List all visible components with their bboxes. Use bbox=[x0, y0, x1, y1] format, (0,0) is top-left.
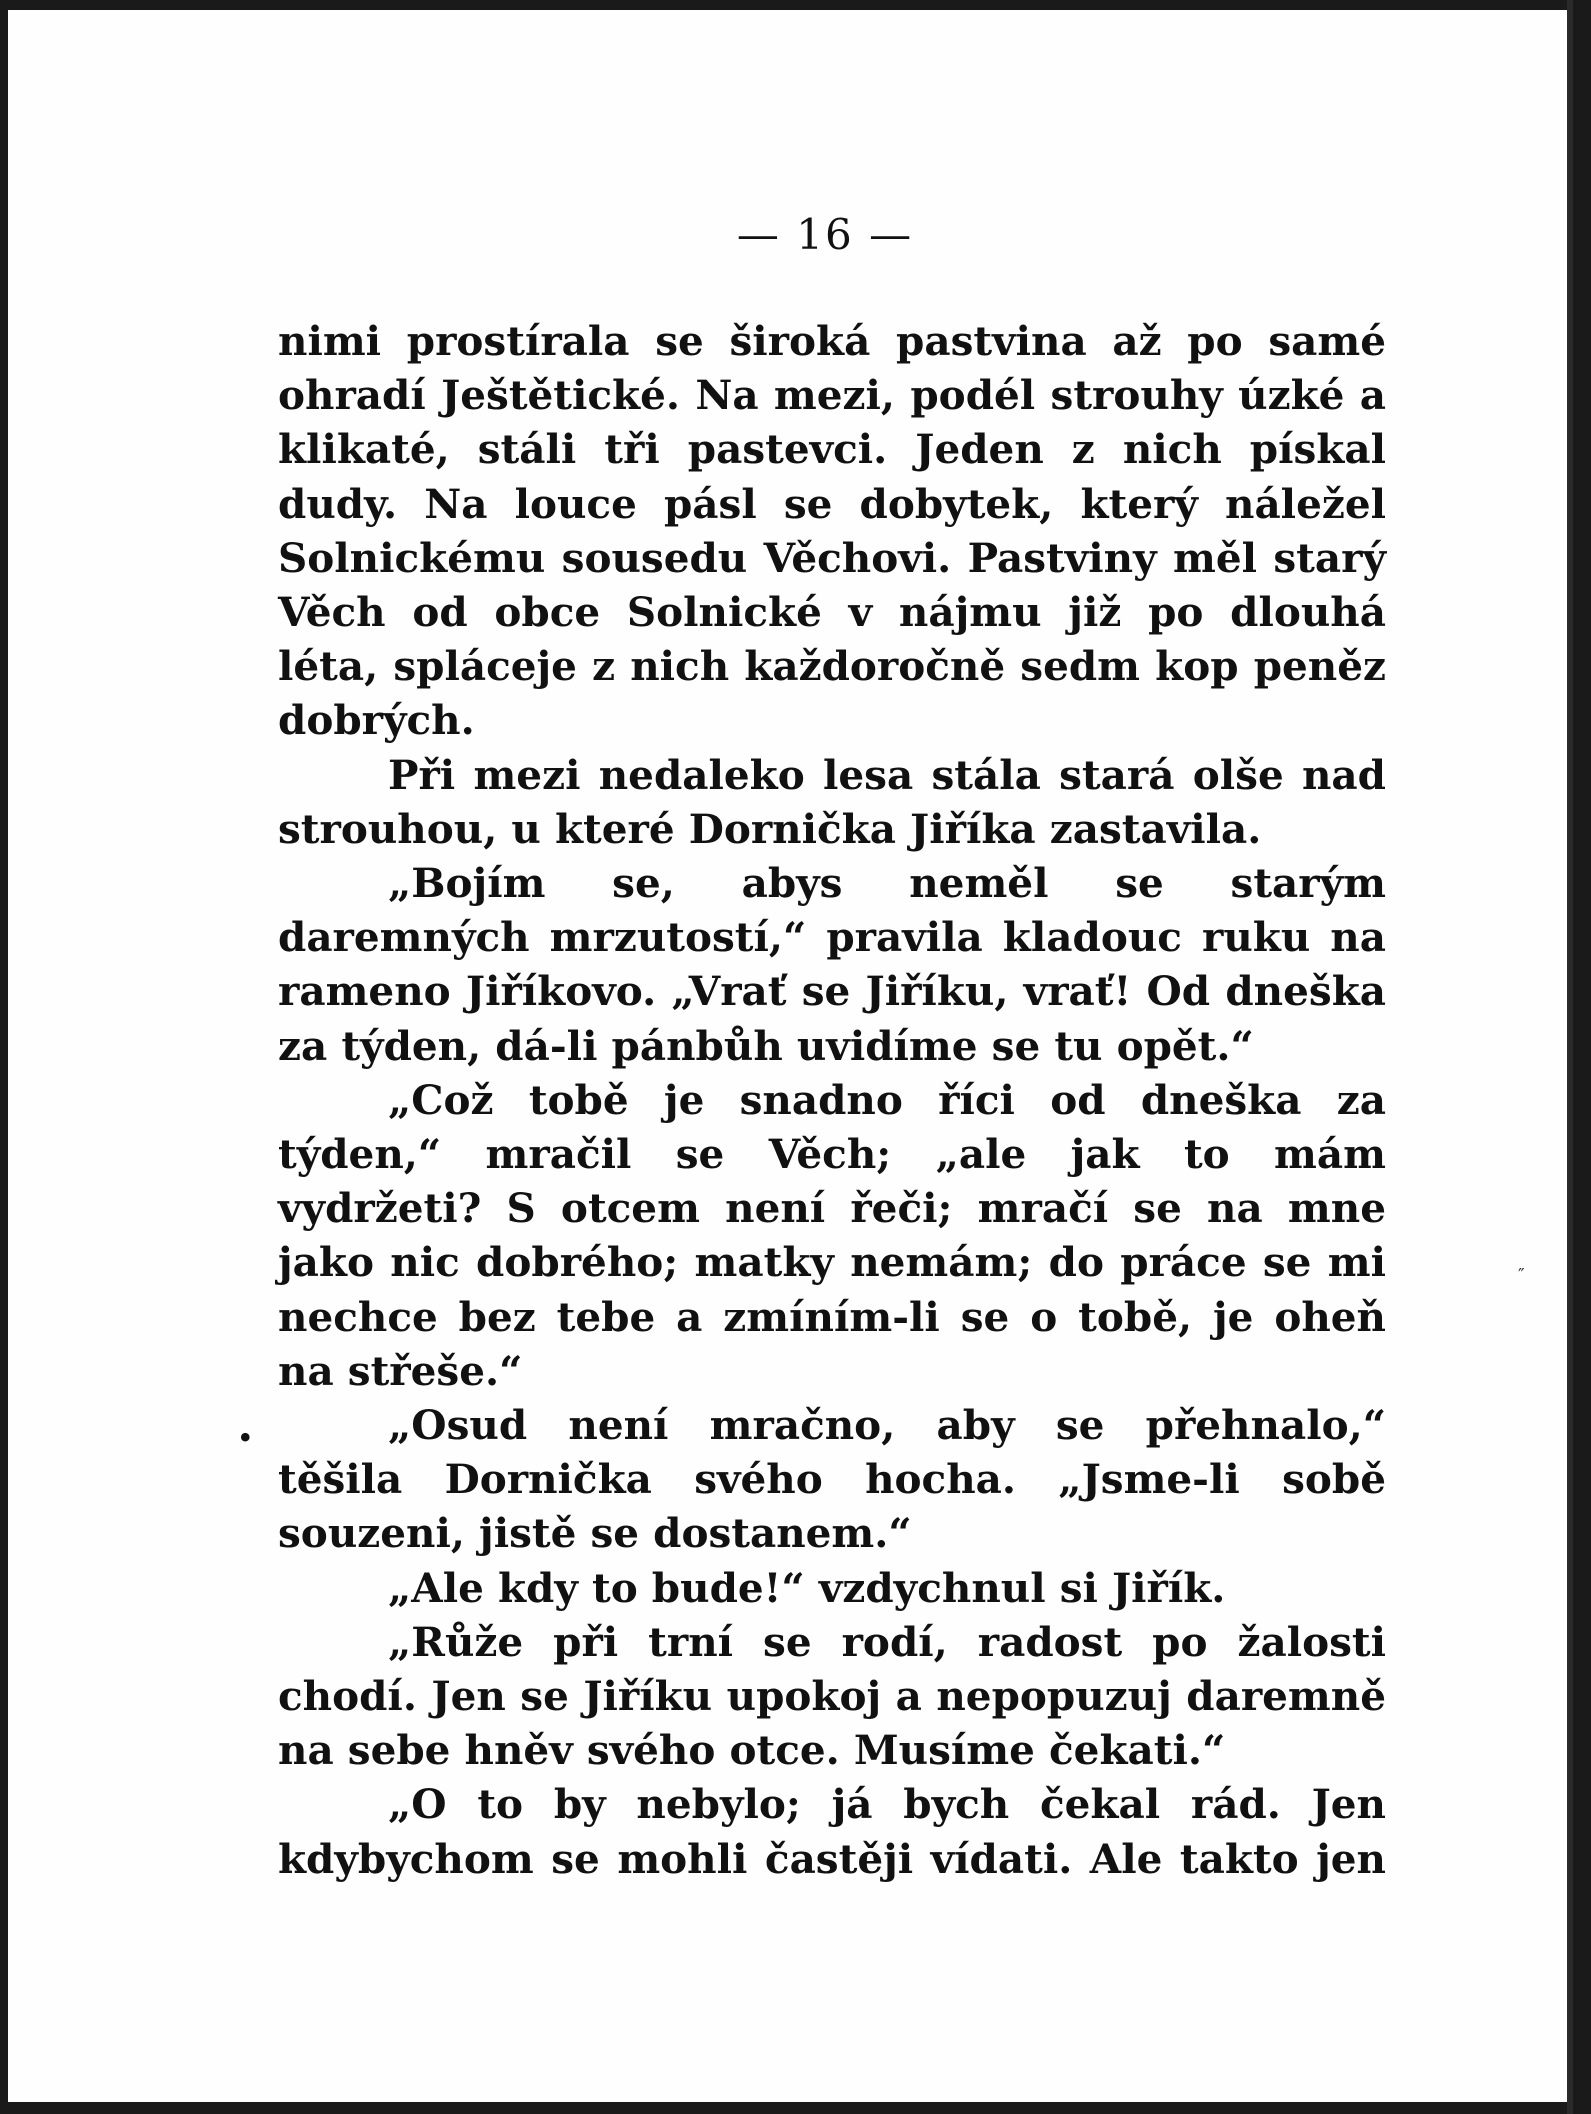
paragraph-4: „Což tobě je snadno říci od dneška za týden,“ mračil se Věch; „ale jak to mám vydržeti? S otcem není řeči; mračí se na mne jako nic dobrého; matky nemám; do práce se mi nechce bez tebe a zmíním-li se o tobě, je oheň na střeše.“ bbox=[278, 1075, 1386, 1395]
paragraph-6: „Ale kdy to bude!“ vzdychnul si Jiřík. bbox=[388, 1563, 1226, 1612]
page-number: — 16 — bbox=[736, 210, 914, 259]
paragraph-7: „Růže při trní se rodí, radost po žalosti chodí. Jen se Jiříku upokoj a nepopuzuj daremně na sebe hněv svého otce. Musíme čekati.“ bbox=[278, 1617, 1386, 1775]
ink-speck-mark: ∙ bbox=[238, 1420, 253, 1453]
paragraph-1: nimi prostírala se široká pastvina až po samé ohradí Ještětické. Na mezi, podél strouhy úzké a klikaté, stáli tři pastevci. Jeden z nich pískal dudy. Na louce pásl se dobytek, který náležel Solnickému sousedu Věchovi. Pastviny měl starý Věch od obce Solnické v nájmu již po dlouhá léta, spláceje z nich každoročně sedm kop peněz dobrých. bbox=[278, 317, 1386, 745]
paragraph-8: „O to by nebylo; já bych čekal rád. Jen kdybychom se mohli častěji vídati. Ale takto jen bbox=[278, 1780, 1386, 1883]
margin-ink-mark: ″ bbox=[1518, 1265, 1525, 1286]
paragraph-2: Při mezi nedaleko lesa stála stará olše nad strouhou, u které Dornička Jiříka zastavila. bbox=[278, 750, 1386, 853]
book-spine-edge bbox=[1567, 0, 1573, 2114]
paragraph-3: „Bojím se, abys neměl se starým daremných mrzutostí,“ pravila kladouc ruku na rameno Jiříkovo. „Vrať se Jiříku, vrať! Od dneška za týden, dá-li pánbůh uvidíme se tu opět.“ bbox=[278, 859, 1386, 1070]
paragraph-5: „Osud není mračno, aby se přehnalo,“ těšila Dornička svého hocha. „Jsme-li sobě souzeni, jistě se dostanem.“ bbox=[278, 1401, 1386, 1558]
body-text bbox=[278, 314, 1386, 1886]
